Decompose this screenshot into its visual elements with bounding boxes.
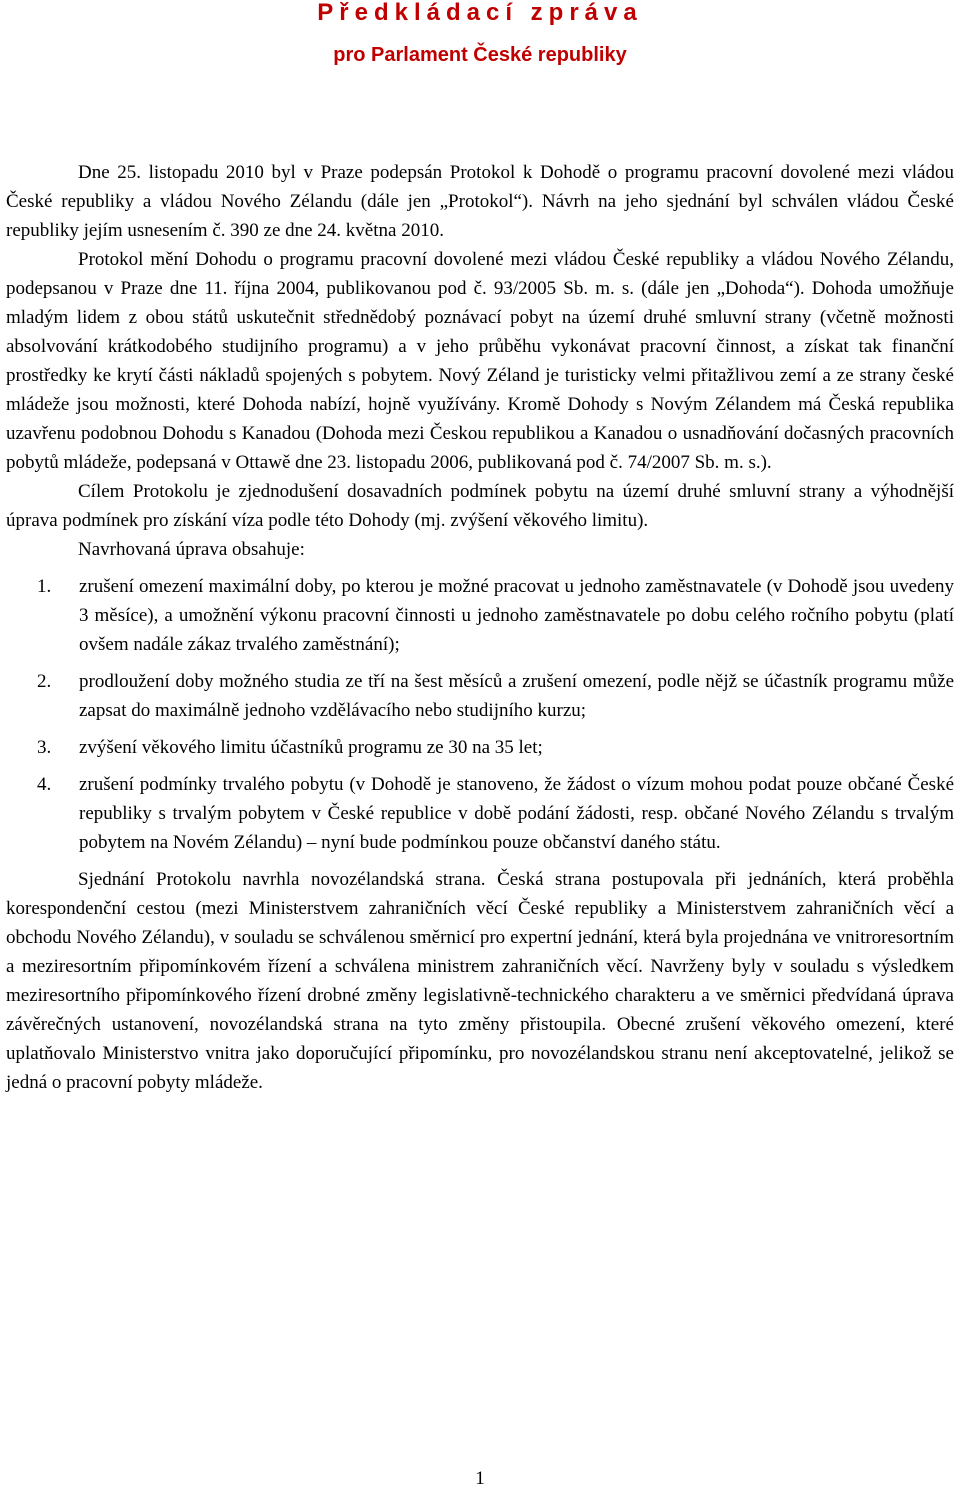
list-item bbox=[6, 572, 954, 659]
list-item bbox=[6, 733, 954, 762]
list-item bbox=[6, 770, 954, 857]
list-item-number: 2. bbox=[37, 671, 52, 692]
paragraph-intro: Dne 25. listopadu 2010 byl v Praze podepsán Protokol k Dohodě o programu pracovní dovolené mezi vládou České republiky a vládou Nového Zélandu (dále jen „Protokol“). Návrh na jeho sjednání byl schválen vládou České republiky jejím usnesením č. 390 ze dne 24. května 2010. bbox=[6, 162, 954, 241]
list-item-text: zrušení podmínky trvalého pobytu (v Dohodě je stanoveno, že žádost o vízum mohou podat pouze občané České republiky s trvalým pobytem v České republice v době podání žádosti, resp. občané Nového Zélandu s trvalým pobytem na Novém Zélandu) – nyní bude podmínkou pouze občanství daného státu. bbox=[79, 774, 954, 853]
list-item-number: 3. bbox=[37, 737, 52, 758]
paragraph-agreement: Protokol mění Dohodu o programu pracovní dovolené mezi vládou České republiky a vládou Nového Zélandu, podepsanou v Praze dne 11. října 2004, publikovanou pod č. 93/2005 Sb. m. s. (dále jen „Dohoda“). Dohoda umožňuje mladým lidem z obou států uskutečnit střednědobý poznávací pobyt na území druhé smluvní strany (včetně možnosti absolvování krátkodobého studijního programu) a v jeho průběhu vykonávat pracovní činnost, a získat tak finanční prostředky ke krytí části nákladů spojených s pobytem. Nový Zéland je turisticky velmi přitažlivou zemí a ze strany české mládeže jsou možnosti, které Dohoda nabízí, hojně využívány. Kromě Dohody s Novým Zélandem má Česká republika uzavřenu podobnou Dohodu s Kanadou (Dohoda mezi Českou republikou a Kanadou o usnadňování dočasných pracovních pobytů mládeže, podepsaná v Ottawě dne 23. listopadu 2006, publikovaná pod č. 74/2007 Sb. m. s.). bbox=[6, 249, 954, 473]
provisions-list bbox=[6, 572, 954, 857]
paragraph-list-intro: Navrhovaná úprava obsahuje: bbox=[78, 539, 305, 560]
list-item bbox=[6, 667, 954, 725]
list-item-number: 1. bbox=[37, 576, 52, 597]
list-item-text: zrušení omezení maximální doby, po kterou je možné pracovat u jednoho zaměstnavatele (v Dohodě jsou uvedeny 3 měsíce), a umožnění výkonu pracovní činnosti u jednoho zaměstnavatele po dobu celého ročního pobytu (platí ovšem nadále zákaz trvalého zaměstnání); bbox=[79, 576, 954, 655]
paragraph-negotiation: Sjednání Protokolu navrhla novozélandská strana. Česká strana postupovala při jednáních, která proběhla korespondenční cestou (mezi Ministerstvem zahraničních věcí České republiky a Ministerstvem zahraničních věcí a obchodu Nového Zélandu), v souladu se schválenou směrnicí pro expertní jednání, která byla projednána ve vnitroresortním a meziresortním připomínkovém řízení a schválena ministrem zahraničních věcí. Navrženy byly v souladu s výsledkem meziresortního připomínkového řízení drobné změny legislativně-technického charakteru a ve směrnici předvídaná úprava závěrečných ustanovení, novozélandská strana na tyto změny přistoupila. Obecné zrušení věkového omezení, které uplatňovalo Ministerstvo vnitra jako doporučující připomínku, pro novozélandskou stranu není akceptovatelné, jelikož se jedná o pracovní pobyty mládeže. bbox=[6, 869, 954, 1093]
list-item-text: prodloužení doby možného studia ze tří na šest měsíců a zrušení omezení, podle nějž se účastník programu může zapsat do maximálně jednoho vzdělávacího nebo studijního kurzu; bbox=[79, 671, 954, 721]
document-body bbox=[0, 158, 960, 1097]
list-item-text: zvýšení věkového limitu účastníků programu ze 30 na 35 let; bbox=[79, 737, 543, 758]
document-subtitle: pro Parlament České republiky bbox=[333, 44, 627, 66]
document-title: Předkládací zpráva bbox=[317, 0, 643, 26]
list-item-number: 4. bbox=[37, 774, 52, 795]
paragraph-aim: Cílem Protokolu je zjednodušení dosavadních podmínek pobytu na území druhé smluvní strany a výhodnější úprava podmínek pro získání víza podle této Dohody (mj. zvýšení věkového limitu). bbox=[6, 481, 954, 531]
page-number: 1 bbox=[475, 1468, 485, 1489]
